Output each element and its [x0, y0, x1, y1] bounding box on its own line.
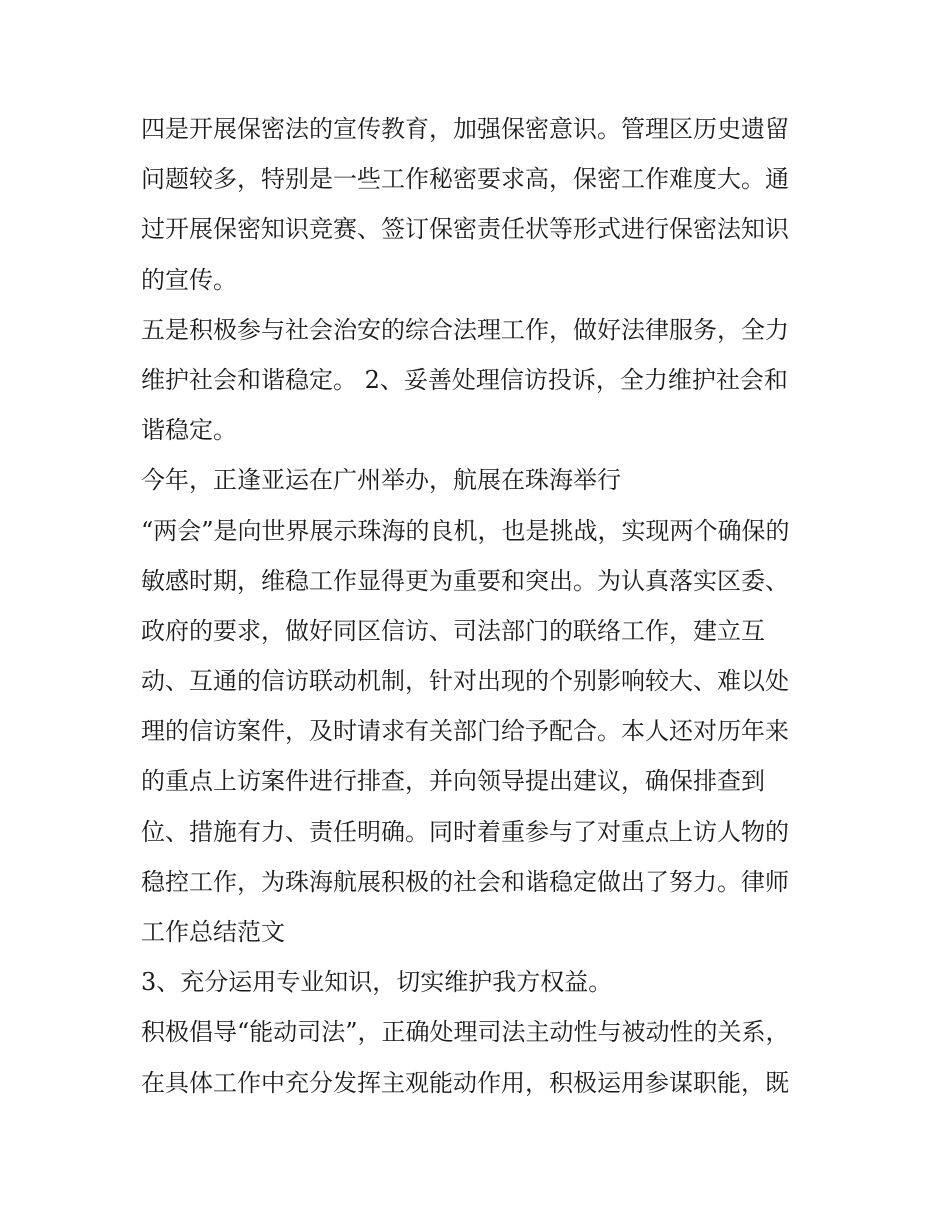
- text-line: 稳控工作，为珠海航展积极的社会和谐稳定做出了努力。律师: [141, 867, 789, 896]
- text-line: 问题较多，特别是一些工作秘密要求高，保密工作难度大。通: [141, 165, 789, 194]
- text-line: 工作总结范文: [141, 918, 285, 946]
- text-line: “两会”是向世界展示珠海的良机，也是挑战，实现两个确保的: [141, 516, 790, 545]
- text-line: 的重点上访案件进行排查，并向领导提出建议，确保排查到: [141, 767, 765, 796]
- text-line: 位、措施有力、责任明确。同时着重参与了对重点上访人物的: [141, 817, 789, 846]
- text-line: 在具体工作中充分发挥主观能动作用，积极运用参谋职能，既: [141, 1068, 789, 1097]
- text-line: 积极倡导“能动司法”，正确处理司法主动性与被动性的关系，: [141, 1018, 790, 1047]
- text-line: 理的信访案件，及时请求有关部门给予配合。本人还对历年来: [141, 717, 789, 746]
- text-line: 的宣传。: [141, 265, 237, 294]
- text-line: 政府的要求，做好同区信访、司法部门的联络工作，建立互: [141, 616, 765, 645]
- text-line: 谐稳定。: [141, 416, 237, 445]
- text-line: 动、互通的信访联动机制，针对出现的个别影响较大、难以处: [141, 667, 789, 696]
- text-line: 敏感时期，维稳工作显得更为重要和突出。为认真落实区委、: [141, 566, 789, 595]
- text-line: 3、充分运用专业知识，切实维护我方权益。: [141, 968, 613, 997]
- text-line: 维护社会和谐稳定。 2、妥善处理信访投诉，全力维护社会和: [141, 365, 788, 394]
- text-line: 今年，正逢亚运在广州举办，航展在珠海举行: [141, 466, 621, 495]
- text-line: 过开展保密知识竞赛、签订保密责任状等形式进行保密法知识: [141, 215, 789, 244]
- text-line: 四是开展保密法的宣传教育，加强保密意识。管理区历史遗留: [141, 115, 789, 143]
- document-body: [141, 104, 821, 1108]
- text-line: 五是积极参与社会治安的综合法理工作，做好法律服务，全力: [141, 315, 789, 344]
